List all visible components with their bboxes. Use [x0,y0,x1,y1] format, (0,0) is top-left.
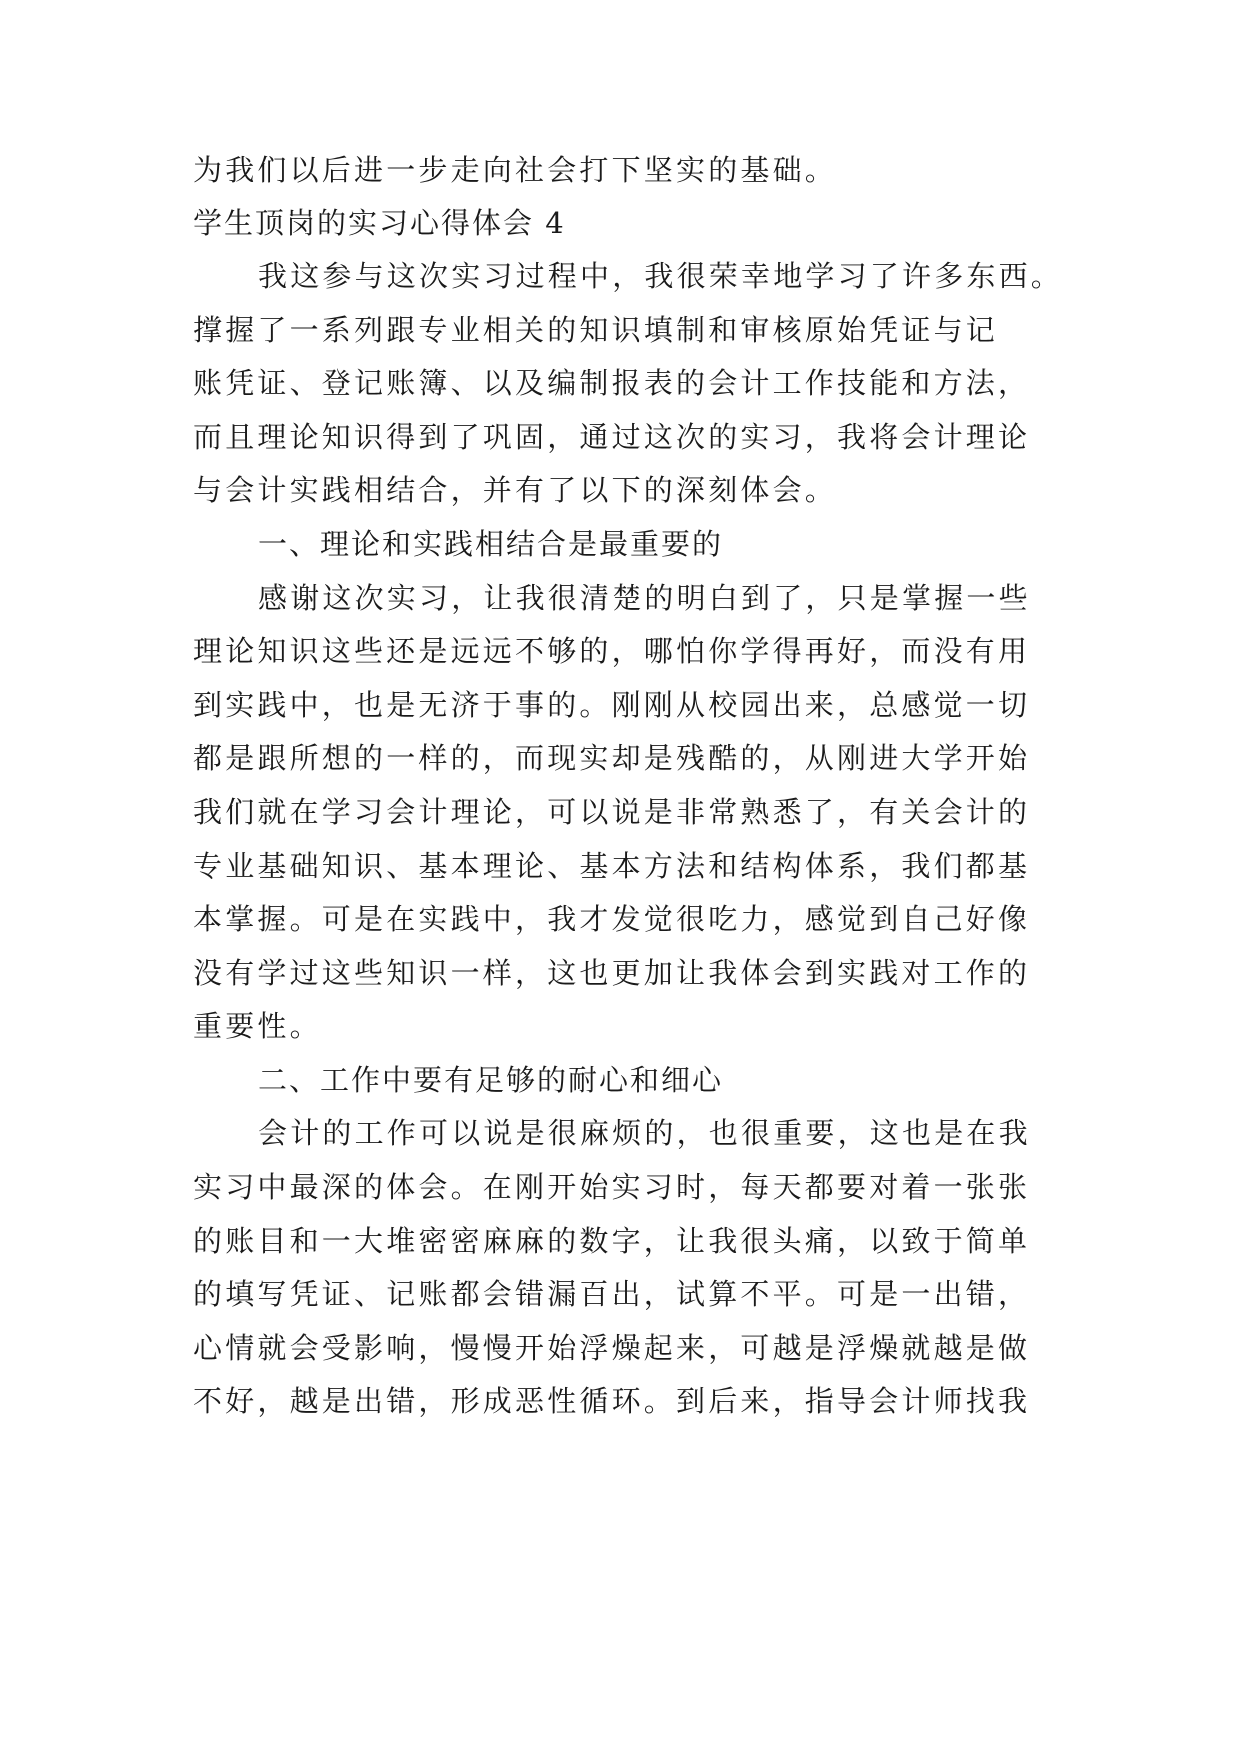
paragraph-line: 为我们以后进一步走向社会打下坚实的基础。 [193,153,838,187]
paragraph-line: 不好，越是出错，形成恶性循环。到后来，指导会计师找我 [193,1384,1031,1418]
paragraph-line: 我这参与这次实习过程中，我很荣幸地学习了许多东西。 [258,259,1064,293]
subheading: 一、理论和实践相结合是最重要的 [258,527,724,561]
paragraph-line: 而且理论知识得到了巩固，通过这次的实习，我将会计理论 [193,420,1031,454]
paragraph-line: 与会计实践相结合，并有了以下的深刻体会。 [193,473,838,507]
paragraph-line: 专业基础知识、基本理论、基本方法和结构体系，我们都基 [193,849,1031,883]
paragraph-line: 心情就会受影响，慢慢开始浮燥起来，可越是浮燥就越是做 [193,1331,1031,1365]
paragraph-line: 实习中最深的体会。在刚开始实习时，每天都要对着一张张 [193,1170,1031,1204]
paragraph-line: 重要性。 [193,1009,322,1043]
section-title: 学生顶岗的实习心得体会 4 [193,206,566,240]
paragraph-line: 都是跟所想的一样的，而现实却是残酷的，从刚进大学开始 [193,741,1031,775]
paragraph-line: 的账目和一大堆密密麻麻的数字，让我很头痛，以致于简单 [193,1224,1031,1258]
paragraph-line: 我们就在学习会计理论，可以说是非常熟悉了，有关会计的 [193,795,1031,829]
paragraph-line: 没有学过这些知识一样，这也更加让我体会到实践对工作的 [193,956,1031,990]
paragraph-line: 理论知识这些还是远远不够的，哪怕你学得再好，而没有用 [193,634,1031,668]
paragraph-line: 账凭证、登记账簿、以及编制报表的会计工作技能和方法， [193,366,1031,400]
paragraph-line: 到实践中，也是无济于事的。刚刚从校园出来，总感觉一切 [193,688,1031,722]
paragraph-line: 感谢这次实习，让我很清楚的明白到了，只是掌握一些 [258,581,1031,615]
subheading: 二、工作中要有足够的耐心和细心 [258,1063,724,1097]
paragraph-line: 本掌握。可是在实践中，我才发觉很吃力，感觉到自己好像 [193,902,1031,936]
paragraph-line: 会计的工作可以说是很麻烦的，也很重要，这也是在我 [258,1116,1031,1150]
paragraph-line: 撑握了一系列跟专业相关的知识填制和审核原始凭证与记 [193,313,999,347]
paragraph-line: 的填写凭证、记账都会错漏百出，试算不平。可是一出错， [193,1277,1031,1311]
